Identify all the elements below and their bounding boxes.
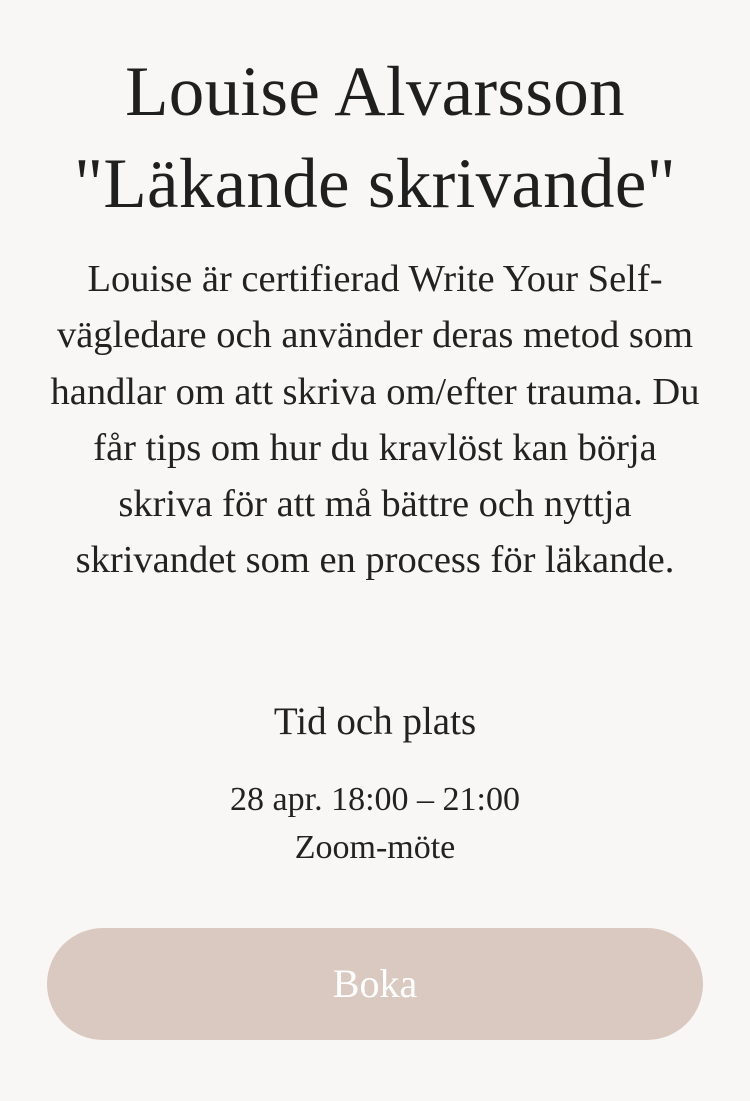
event-title-line-2: "Läkande skrivande" [74,145,676,223]
event-location: Zoom-möte [294,829,456,866]
event-date-time: 28 apr. 18:00 – 21:00 [230,781,520,818]
event-title-line-1: Louise Alvarsson [125,53,625,131]
event-details [0,776,750,872]
event-description: Louise är certifierad Write Your Self-vägledare och använder deras metod som handlar om att skriva om/efter trauma. Du får tips om hur du kravlöst kan börja skriva för att må bättre och nyttja skrivandet som en process för läkande. [50,258,700,582]
book-button[interactable]: Boka [47,928,703,1040]
event-title [20,46,730,230]
time-place-heading: Tid och plats [273,700,477,743]
